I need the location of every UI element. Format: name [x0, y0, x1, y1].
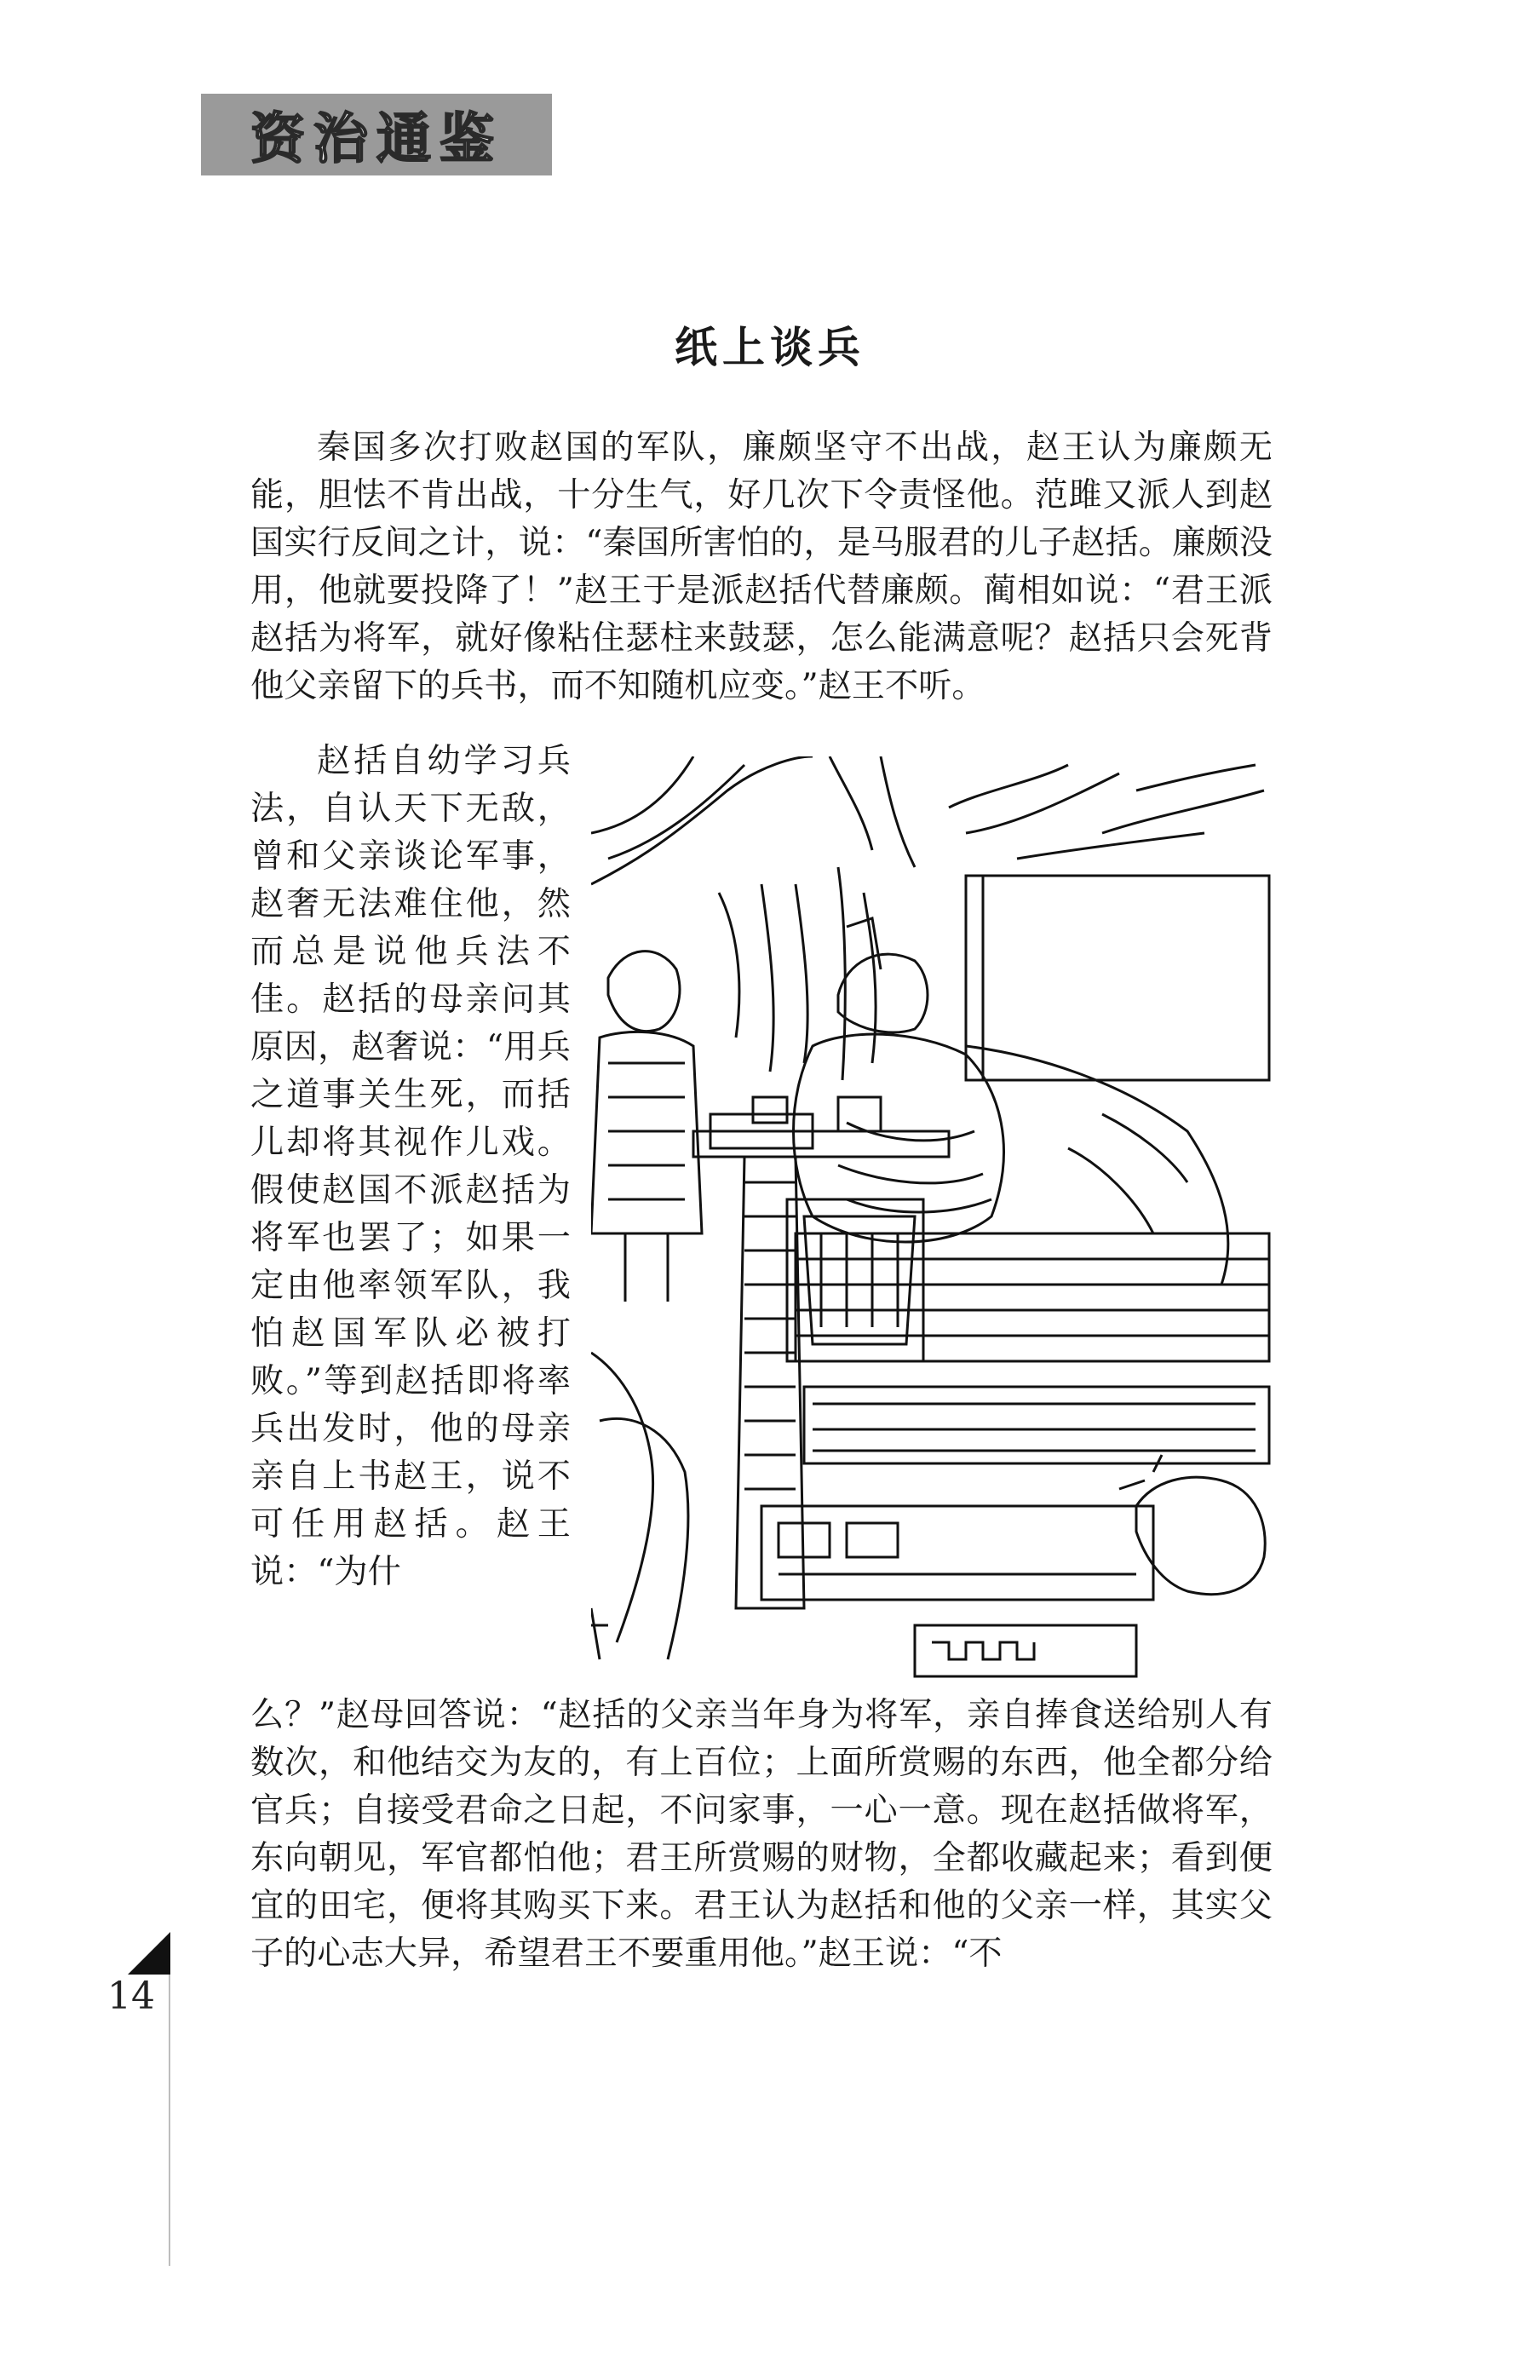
seated-king-figure: [794, 918, 1228, 1285]
margin-rule: [169, 1975, 170, 2266]
attendant-figure: [591, 1353, 688, 1659]
steps-and-ornament: [761, 1506, 1153, 1676]
table-and-vessels: [693, 1097, 949, 1157]
page-number: 14: [107, 1975, 155, 2018]
ox-figure: [1119, 1455, 1265, 1595]
standing-general-figure: [591, 951, 702, 1302]
screen-panels: [966, 876, 1269, 1080]
paragraph-3: 么？”赵母回答说：“赵括的父亲当年身为将军，亲自捧食送给别人有数次，和他结交为友的，有上百位；上面所赏赐的东西，他全都分给官兵；自接受君命之日起，不问家事，一心一意。现在赵括做将军，东向朝见，军官都怕他；君王所赏赐的财物，全都收藏起来；看到便宜的田宅，便将其购买下来。君王认为赵括和他的父亲一样，其实父子的心志大异，希望君王不要重用他。”赵王说：“不: [250, 1696, 1273, 1973]
book-title: 资治通鉴: [250, 108, 503, 171]
page-corner-marker: [128, 1932, 170, 1975]
paragraph-2: 赵括自幼学习兵法，自认天下无敌，曾和父亲谈论军事，赵奢无法难住他，然而总是说他兵法不佳。赵括的母亲问其原因，赵奢说：“用兵之道事关生死，而括儿却将其视作儿戏。假使赵国不派赵括为将军也罢了；如果一定由他率领军队，我怕赵国军队必被打败。”等到赵括即将率兵出发时，他的母亲亲自上书赵王，说不可任用赵括。赵王说：“为什: [250, 742, 571, 1591]
article-title: 纸上谈兵: [675, 323, 865, 372]
platform-dais: [736, 1157, 1269, 1608]
paragraph-1: 秦国多次打败赵国的军队，廉颇坚守不出战，赵王认为廉颇无能，胆怯不肯出战，十分生气，好几次下令责怪他。范雎又派人到赵国实行反间之计，说：“秦国所害怕的，是马服君的儿子赵括。廉颇没用，他就要投降了！”赵王于是派赵括代替廉颇。蔺相如说：“君王派赵括为将军，就好像粘住瑟柱来鼓瑟，怎么能满意呢？赵括只会死背他父亲留下的兵书，而不知随机应变。”赵王不听。: [250, 428, 1273, 705]
tree-branches: [591, 756, 1264, 1080]
book-title-banner: [201, 94, 552, 175]
ink-illustration: [591, 756, 1271, 1683]
